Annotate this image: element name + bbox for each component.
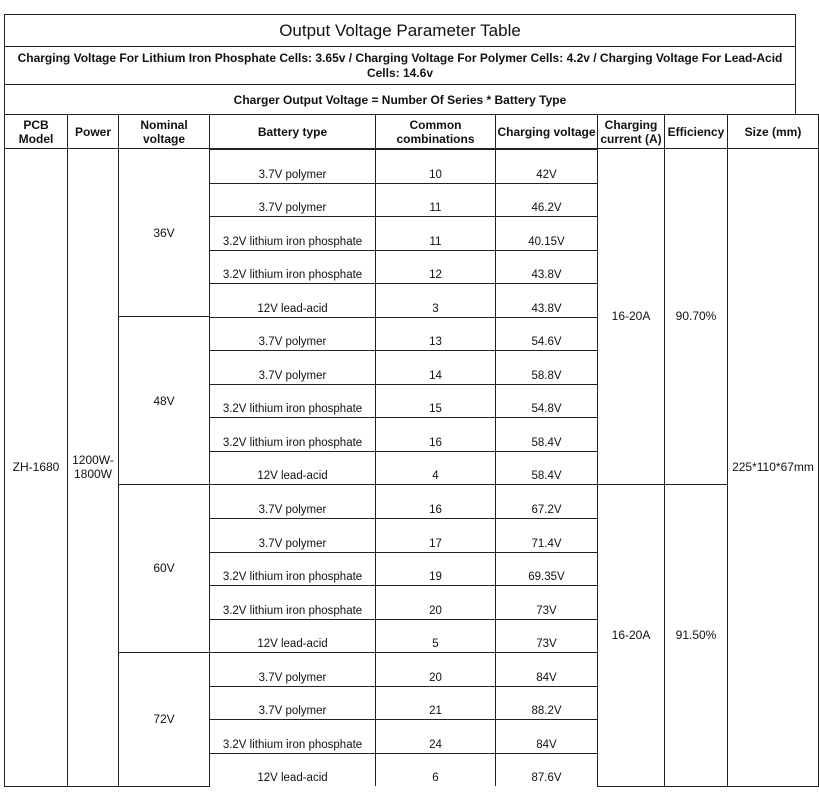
- header-size: Size (mm): [728, 115, 819, 149]
- battery-type-cell: [210, 283, 376, 317]
- charging-voltage-cell: [496, 317, 598, 351]
- battery-type-text: 3.7V polymer: [258, 671, 327, 684]
- combination-text: 19: [429, 571, 442, 584]
- battery-type-text: 3.7V polymer: [258, 705, 327, 718]
- battery-type-text: 12V lead-acid: [257, 470, 328, 483]
- header-charging-voltage: Charging voltage: [496, 115, 598, 149]
- header-charging-current: Charging current (A): [598, 115, 665, 149]
- combination-text: 3: [432, 302, 439, 315]
- battery-type-cell: [210, 619, 376, 653]
- charging-voltage-text: 43.8V: [531, 269, 562, 282]
- battery-type-cell: [210, 753, 376, 787]
- combination-text: 4: [432, 470, 439, 483]
- charging-voltage-text: 71.4V: [531, 537, 562, 550]
- charging-voltage-text: 42V: [536, 168, 557, 181]
- charging-voltage-cell: [496, 585, 598, 619]
- battery-type-cell: [210, 417, 376, 451]
- combination-text: 14: [429, 369, 442, 382]
- charging-voltage-cell: [496, 686, 598, 720]
- combination-cell: [376, 451, 496, 485]
- charging-voltage-text: 84V: [536, 738, 557, 751]
- charging-voltage-text: 67.2V: [531, 504, 562, 517]
- charging-voltage-cell: [496, 183, 598, 217]
- charging-voltage-text: 87.6V: [531, 772, 562, 785]
- battery-type-cell: [210, 686, 376, 720]
- battery-type-cell: [210, 250, 376, 284]
- charging-voltage-text: 46.2V: [531, 202, 562, 215]
- battery-type-cell: [210, 652, 376, 686]
- combination-cell: [376, 719, 496, 753]
- charging-voltage-cell: [496, 652, 598, 686]
- battery-type-text: 3.2V lithium iron phosphate: [222, 571, 363, 584]
- combination-cell: [376, 686, 496, 720]
- battery-type-text: 3.7V polymer: [258, 202, 327, 215]
- charging-voltage-cell: [496, 216, 598, 250]
- combination-text: 11: [429, 202, 442, 215]
- charging-voltage-text: 88.2V: [531, 705, 562, 718]
- combination-cell: [376, 384, 496, 418]
- charging-voltage-text: 69.35V: [528, 571, 565, 584]
- combination-text: 17: [429, 537, 442, 550]
- charging-voltage-text: 73V: [536, 604, 557, 617]
- charging-voltage-cell: [496, 719, 598, 753]
- header-battery-type: Battery type: [210, 115, 376, 149]
- combination-text: 11: [429, 235, 442, 248]
- combination-cell: [376, 183, 496, 217]
- power-cell: 1200W-1800W: [68, 149, 119, 787]
- battery-type-text: 12V lead-acid: [257, 638, 328, 651]
- combination-cell: [376, 250, 496, 284]
- charging-voltage-cell: [496, 149, 598, 183]
- charging-voltage-text: 84V: [536, 671, 557, 684]
- table-row: [5, 484, 819, 518]
- header-pcb-model: PCB Model: [5, 115, 68, 149]
- combination-cell: [376, 753, 496, 787]
- charging-voltage-cell: [496, 384, 598, 418]
- header-common-combinations: Common combinations: [376, 115, 496, 149]
- battery-type-cell: [210, 317, 376, 351]
- charging-voltage-text: 54.8V: [531, 403, 562, 416]
- charging-voltage-note: Charging Voltage For Lithium Iron Phosphate Cells: 3.65v / Charging Voltage For Polymer Cells: 4.2v / Charging Voltage For Lead-Acid Cells: 14.6v: [4, 46, 796, 84]
- combination-cell: [376, 552, 496, 586]
- battery-type-cell: [210, 518, 376, 552]
- battery-type-text: 3.2V lithium iron phosphate: [222, 235, 363, 248]
- battery-type-cell: [210, 149, 376, 183]
- battery-type-text: 12V lead-acid: [257, 772, 328, 785]
- combination-text: 21: [429, 705, 442, 718]
- battery-type-text: 3.2V lithium iron phosphate: [222, 269, 363, 282]
- battery-type-cell: [210, 350, 376, 384]
- battery-type-cell: [210, 451, 376, 485]
- combination-text: 20: [429, 604, 442, 617]
- table-row: [5, 149, 819, 183]
- battery-type-text: 3.7V polymer: [258, 369, 327, 382]
- efficiency-cell: 91.50%: [665, 484, 728, 786]
- output-voltage-table: [4, 114, 819, 787]
- table-title: Output Voltage Parameter Table: [4, 14, 796, 46]
- combination-text: 13: [429, 336, 442, 349]
- combination-cell: [376, 149, 496, 183]
- combination-cell: [376, 585, 496, 619]
- header-row: [5, 115, 819, 149]
- charging-voltage-text: 58.8V: [531, 369, 562, 382]
- combination-text: 16: [429, 504, 442, 517]
- header-efficiency: Efficiency: [665, 115, 728, 149]
- combination-text: 10: [429, 168, 442, 181]
- header-power: Power: [68, 115, 119, 149]
- combination-cell: [376, 484, 496, 518]
- combination-text: 6: [432, 772, 439, 785]
- nominal-voltage-cell: 36V: [119, 149, 210, 317]
- charging-voltage-text: 73V: [536, 638, 557, 651]
- battery-type-text: 3.7V polymer: [258, 336, 327, 349]
- battery-type-cell: [210, 552, 376, 586]
- combination-cell: [376, 619, 496, 653]
- combination-text: 16: [429, 436, 442, 449]
- battery-type-text: 3.7V polymer: [258, 168, 327, 181]
- battery-type-cell: [210, 585, 376, 619]
- combination-cell: [376, 317, 496, 351]
- charging-voltage-text: 43.8V: [531, 302, 562, 315]
- battery-type-cell: [210, 384, 376, 418]
- battery-type-cell: [210, 183, 376, 217]
- pcb-model-cell: ZH-1680: [5, 149, 68, 787]
- combination-text: 5: [432, 638, 439, 651]
- charging-voltage-cell: [496, 518, 598, 552]
- charging-voltage-text: 40.15V: [528, 235, 565, 248]
- charging-voltage-text: 58.4V: [531, 470, 562, 483]
- combination-cell: [376, 283, 496, 317]
- table-body: [5, 149, 819, 787]
- battery-type-cell: [210, 719, 376, 753]
- nominal-voltage-cell: 72V: [119, 652, 210, 786]
- combination-cell: [376, 350, 496, 384]
- battery-type-text: 3.2V lithium iron phosphate: [222, 403, 363, 416]
- charging-voltage-cell: [496, 484, 598, 518]
- charging-voltage-cell: [496, 619, 598, 653]
- battery-type-text: 3.2V lithium iron phosphate: [222, 436, 363, 449]
- battery-type-text: 3.2V lithium iron phosphate: [222, 738, 363, 751]
- combination-cell: [376, 417, 496, 451]
- efficiency-cell: 90.70%: [665, 149, 728, 485]
- battery-type-text: 3.7V polymer: [258, 504, 327, 517]
- charging-current-cell: 16-20A: [598, 149, 665, 485]
- charging-voltage-cell: [496, 417, 598, 451]
- battery-type-cell: [210, 216, 376, 250]
- battery-type-text: 3.7V polymer: [258, 537, 327, 550]
- combination-cell: [376, 652, 496, 686]
- charging-voltage-cell: [496, 250, 598, 284]
- nominal-voltage-cell: 48V: [119, 317, 210, 485]
- battery-type-text: 12V lead-acid: [257, 302, 328, 315]
- battery-type-cell: [210, 484, 376, 518]
- charging-voltage-cell: [496, 451, 598, 485]
- size-cell: 225*110*67mm: [728, 149, 819, 787]
- header-nominal-voltage: Nominal voltage: [119, 115, 210, 149]
- combination-text: 12: [429, 269, 442, 282]
- combination-text: 15: [429, 403, 442, 416]
- charging-voltage-text: 58.4V: [531, 436, 562, 449]
- combination-cell: [376, 518, 496, 552]
- charging-current-cell: 16-20A: [598, 484, 665, 786]
- charging-voltage-cell: [496, 283, 598, 317]
- charging-voltage-cell: [496, 552, 598, 586]
- nominal-voltage-cell: 60V: [119, 484, 210, 652]
- combination-text: 20: [429, 671, 442, 684]
- formula-note: Charger Output Voltage = Number Of Series * Battery Type: [4, 84, 796, 114]
- charging-voltage-cell: [496, 753, 598, 787]
- combination-text: 24: [429, 738, 442, 751]
- charging-voltage-cell: [496, 350, 598, 384]
- charging-voltage-text: 54.6V: [531, 336, 562, 349]
- combination-cell: [376, 216, 496, 250]
- battery-type-text: 3.2V lithium iron phosphate: [222, 604, 363, 617]
